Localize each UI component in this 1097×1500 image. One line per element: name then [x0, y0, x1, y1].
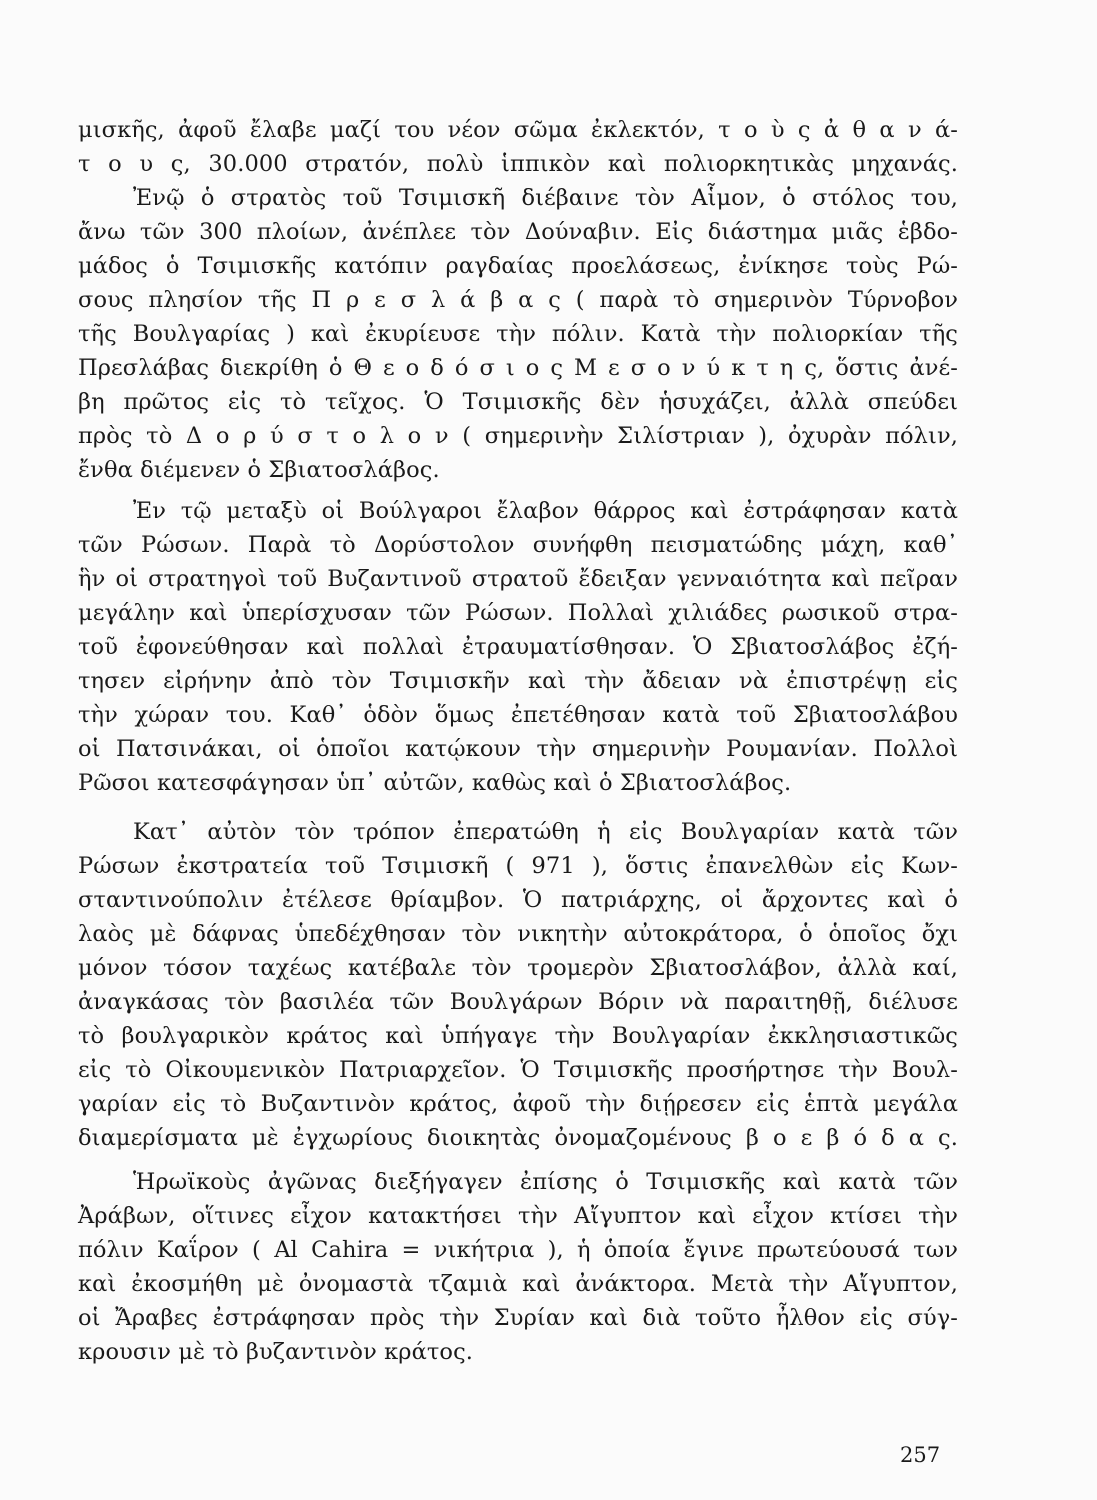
- text-line: εἰς τὸ Οἰκουμενικὸν Πατριαρχεῖον. Ὁ Τσιμισκῆς προσήρτησε τὴν Βουλ-: [78, 1057, 958, 1083]
- text-line: κρουσιν μὲ τὸ βυζαντινὸν κράτος.: [78, 1339, 474, 1365]
- text-line: τὸ βουλγαρικὸν κράτος καὶ ὑπήγαγε τὴν Βουλγαρίαν ἐκκλησιαστικῶς: [78, 1023, 958, 1049]
- text-line: Ἐνῷ ὁ στρατὸς τοῦ Τσιμισκῆ διέβαινε τὸν Αἷμον, ὁ στόλος του,: [133, 185, 958, 211]
- text-line: Ἡρωϊκοὺς ἀγῶνας διεξήγαγεν ἐπίσης ὁ Τσιμισκῆς καὶ κατὰ τῶν: [133, 1169, 958, 1195]
- text-line: σους πλησίον τῆς Π ρ ε σ λ ά β α ς ( παρὰ τὸ σημερινὸν Τύρνοβον: [78, 287, 958, 313]
- text-line: ἔνθα διέμενεν ὁ Σβιατοσλάβος.: [78, 457, 440, 483]
- text-line: τησεν εἰρήνην ἀπὸ τὸν Τσιμισκῆν καὶ τὴν ἄδειαν νὰ ἐπιστρέψῃ εἰς: [78, 668, 958, 694]
- text-line: τῶν Ρώσων. Παρὰ τὸ Δορύστολον συνήφθη πεισματώδης μάχη, καθ᾿: [78, 532, 958, 558]
- text-line: τῆς Βουλγαρίας ) καὶ ἐκυρίευσε τὴν πόλιν. Κατὰ τὴν πολιορκίαν τῆς: [78, 321, 958, 347]
- text-line: πόλιν Καΐρον ( Al Cahira = νικήτρια ), ἡ ὁποία ἔγινε πρωτεύουσά των: [78, 1237, 958, 1263]
- text-line: οἱ Ἄραβες ἐστράφησαν πρὸς τὴν Συρίαν καὶ διὰ τοῦτο ἦλθον εἰς σύγ-: [78, 1305, 958, 1331]
- text-line: τὴν χώραν του. Καθ᾿ ὁδὸν ὅμως ἐπετέθησαν κατὰ τοῦ Σβιατοσλάβου: [78, 702, 958, 728]
- text-line: μισκῆς, ἀφοῦ ἔλαβε μαζί του νέον σῶμα ἐκλεκτόν, τ ο ὺ ς ἀ θ α ν ά-: [78, 117, 958, 143]
- text-line: ἣν οἱ στρατηγοὶ τοῦ Βυζαντινοῦ στρατοῦ ἔδειξαν γενναιότητα καὶ πεῖραν: [78, 566, 958, 592]
- text-line: Κατ᾿ αὐτὸν τὸν τρόπον ἐπερατώθη ἡ εἰς Βουλγαρίαν κατὰ τῶν: [133, 819, 958, 845]
- text-line: Ρώσων ἐκστρατεία τοῦ Τσιμισκῆ ( 971 ), ὅστις ἐπανελθὼν εἰς Κων-: [78, 853, 958, 879]
- text-line: καὶ ἐκοσμήθη μὲ ὀνομαστὰ τζαμιὰ καὶ ἀνάκτορα. Μετὰ τὴν Αἴγυπτον,: [78, 1271, 958, 1297]
- text-line: μάδος ὁ Τσιμισκῆς κατόπιν ραγδαίας προελάσεως, ἐνίκησε τοὺς Ρώ-: [78, 253, 958, 279]
- text-line: μόνον τόσον ταχέως κατέβαλε τὸν τρομερὸν Σβιατοσλάβον, ἀλλὰ καί,: [78, 955, 958, 981]
- text-line: Ἀράβων, οἵτινες εἶχον κατακτήσει τὴν Αἴγυπτον καὶ εἶχον κτίσει τὴν: [78, 1203, 958, 1229]
- text-line: ἄνω τῶν 300 πλοίων, ἀνέπλεε τὸν Δούναβιν. Εἰς διάστημα μιᾶς ἑβδο-: [78, 219, 958, 245]
- text-line: Πρεσλάβας διεκρίθη ὁ Θ ε ο δ ό σ ι ο ς Μ ε σ ο ν ύ κ τ η ς, ὅστις ἀνέ-: [78, 355, 958, 381]
- text-line: τ ο υ ς, 30.000 στρατόν, πολὺ ἱππικὸν καὶ πολιορκητικὰς μηχανάς.: [78, 151, 958, 177]
- text-line: σταντινούπολιν ἐτέλεσε θρίαμβον. Ὁ πατριάρχης, οἱ ἄρχοντες καὶ ὁ: [78, 887, 958, 913]
- page-number: 257: [900, 1443, 941, 1467]
- text-line: πρὸς τὸ Δ ο ρ ύ σ τ ο λ ο ν ( σημερινὴν Σιλίστριαν ), ὀχυρὰν πόλιν,: [78, 423, 958, 449]
- text-line: ἀναγκάσας τὸν βασιλέα τῶν Βουλγάρων Βόριν νὰ παραιτηθῇ, διέλυσε: [78, 989, 958, 1015]
- text-line: Ἐν τῷ μεταξὺ οἱ Βούλγαροι ἔλαβον θάρρος καὶ ἐστράφησαν κατὰ: [133, 498, 958, 524]
- text-line: τοῦ ἐφονεύθησαν καὶ πολλαὶ ἐτραυματίσθησαν. Ὁ Σβιατοσλάβος ἐζή-: [78, 634, 958, 660]
- text-line: γαρίαν εἰς τὸ Βυζαντινὸν κράτος, ἀφοῦ τὴν διῄρεσεν εἰς ἑπτὰ μεγάλα: [78, 1091, 958, 1117]
- text-line: λαὸς μὲ δάφνας ὑπεδέχθησαν τὸν νικητὴν αὐτοκράτορα, ὁ ὁποῖος ὄχι: [78, 921, 958, 947]
- text-line: Ρῶσοι κατεσφάγησαν ὑπ᾿ αὐτῶν, καθὼς καὶ ὁ Σβιατοσλάβος.: [78, 770, 792, 796]
- text-line: οἱ Πατσινάκαι, οἱ ὁποῖοι κατῴκουν τὴν σημερινὴν Ρουμανίαν. Πολλοὶ: [78, 736, 958, 762]
- text-line: διαμερίσματα μὲ ἐγχωρίους διοικητὰς ὀνομαζομένους β ο ε β ό δ α ς.: [78, 1125, 958, 1151]
- text-line: μεγάλην καὶ ὑπερίσχυσαν τῶν Ρώσων. Πολλαὶ χιλιάδες ρωσικοῦ στρα-: [78, 600, 958, 626]
- text-line: βη πρῶτος εἰς τὸ τεῖχος. Ὁ Τσιμισκῆς δὲν ἡσυχάζει, ἀλλὰ σπεύδει: [78, 389, 958, 415]
